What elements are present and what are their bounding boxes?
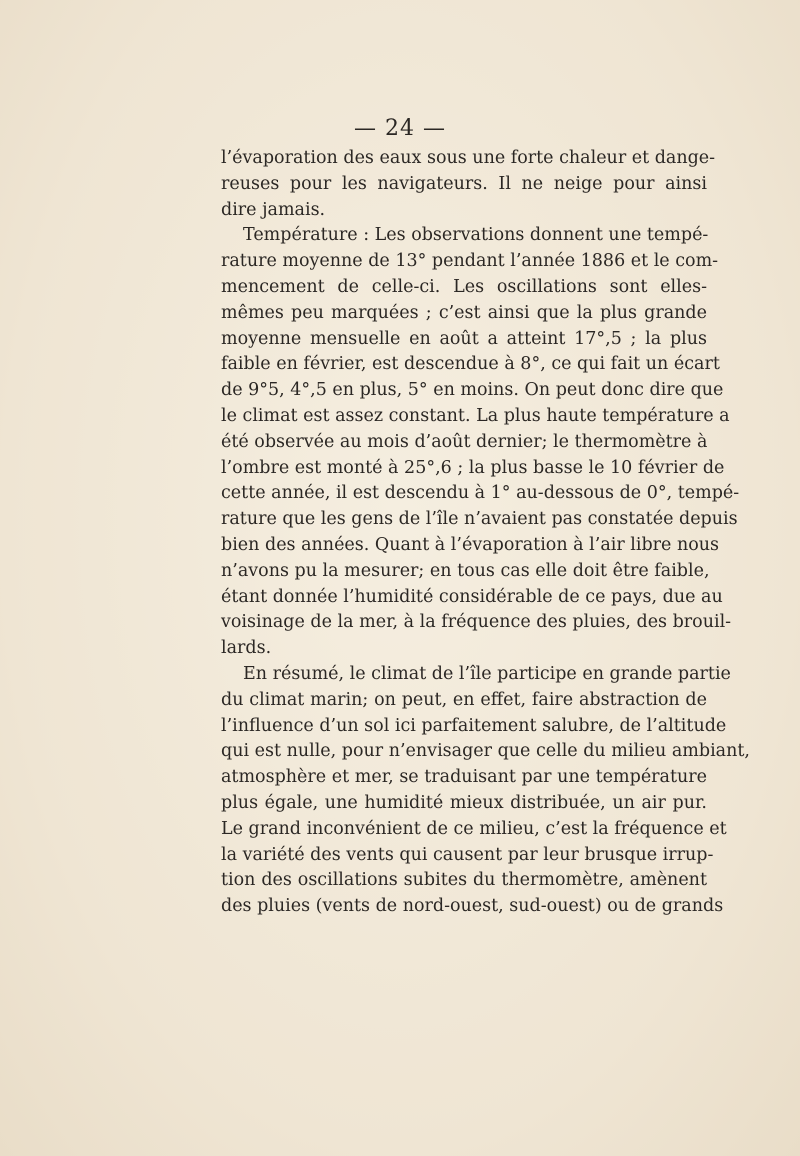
text-line: mencement de celle-ci. Les oscillations sont elles- (221, 276, 707, 297)
text-line: bien des années. Quant à l’évaporation à l’air libre nous (221, 534, 720, 555)
text-line: cette année, il est descendu à 1° au-dessous de 0°, tempé- (221, 483, 740, 504)
text-line: été observée au mois d’août dernier; le thermomètre à (221, 431, 708, 452)
text-line: du climat marin; on peut, en effet, faire abstraction de (221, 689, 707, 710)
text-line: la variété des vents qui causent par leur brusque irrup- (221, 844, 714, 865)
text-line: le climat est assez constant. La plus haute température a (221, 405, 730, 426)
text-line: rature que les gens de l’île n’avaient pas constatée depuis (221, 509, 738, 530)
text-line: En résumé, le climat de l’île participe en grande partie (243, 663, 731, 684)
text-line: de 9°5, 4°,5 en plus, 5° en moins. On peut donc dire que (221, 380, 724, 401)
text-line: n’avons pu la mesurer; en tous cas elle doit être faible, (221, 560, 710, 581)
text-line: des pluies (vents de nord-ouest, sud-ouest) ou de grands (221, 896, 724, 917)
text-line: lards. (221, 638, 272, 659)
text-line: moyenne mensuelle en août a atteint 17°,5 ; la plus (221, 328, 707, 349)
text-line: plus égale, une humidité mieux distribuée, un air pur. (221, 792, 707, 813)
text-line: faible en février, est descendue à 8°, ce qui fait un écart (221, 354, 720, 375)
text-line: dire jamais. (221, 199, 326, 220)
text-line: reuses pour les navigateurs. Il ne neige pour ainsi (221, 173, 707, 194)
text-line: Le grand inconvénient de ce milieu, c’est la fréquence et (221, 818, 727, 839)
page-number: — 24 — (354, 116, 446, 141)
text-line: l’évaporation des eaux sous une forte chaleur et dange- (221, 148, 716, 168)
text-line: étant donnée l’humidité considérable de ce pays, due au (221, 586, 723, 607)
text-line: qui est nulle, pour n’envisager que celle du milieu ambiant, (221, 741, 750, 762)
text-line: voisinage de la mer, à la fréquence des pluies, des brouil- (221, 612, 732, 633)
text-line: tion des oscillations subites du thermomètre, amènent (221, 870, 707, 891)
text-line: Température : Les observations donnent une tempé- (243, 225, 709, 246)
text-line: rature moyenne de 13° pendant l’année 1886 et le com- (221, 251, 719, 272)
body-text (221, 146, 750, 920)
text-line: mêmes peu marquées ; c’est ainsi que la plus grande (221, 302, 707, 323)
text-line: l’influence d’un sol ici parfaitement salubre, de l’altitude (221, 715, 727, 736)
text-line: l’ombre est monté à 25°,6 ; la plus basse le 10 février de (221, 457, 725, 478)
text-line: atmosphère et mer, se traduisant par une température (221, 767, 707, 788)
